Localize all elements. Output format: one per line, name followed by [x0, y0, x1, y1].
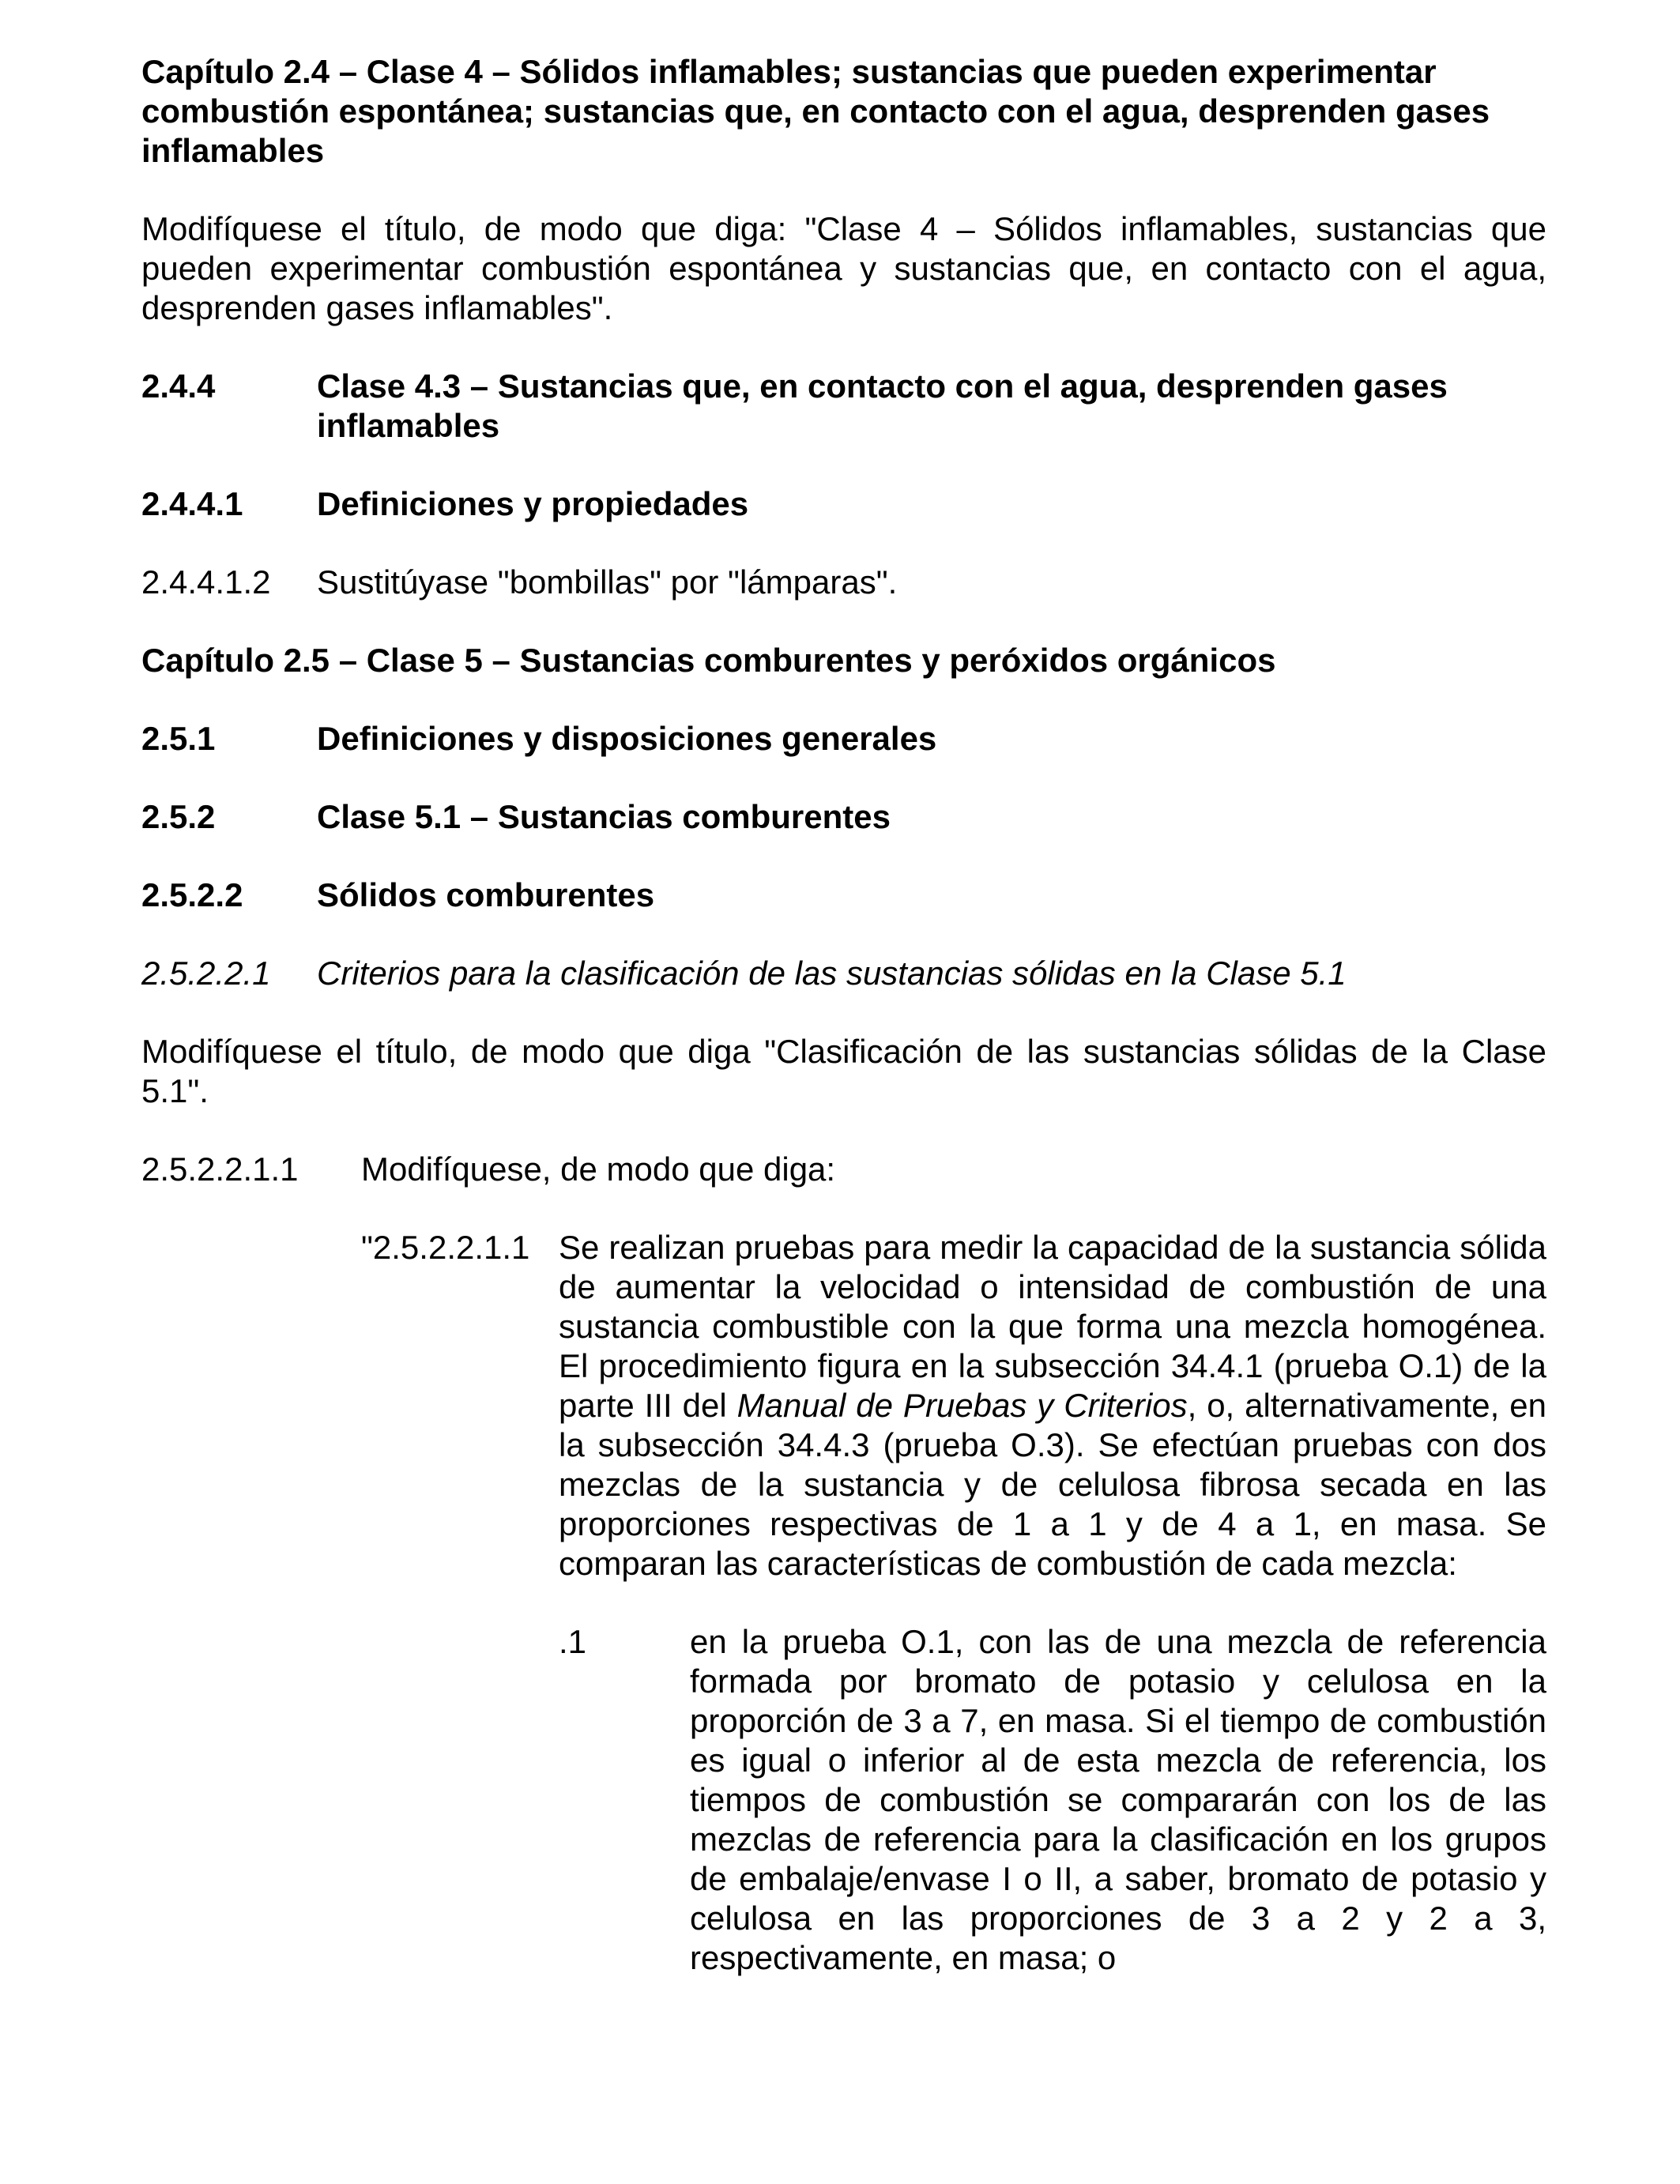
section-2-5-2-2-1-1 [141, 1150, 1546, 1189]
chapter-2-5-heading: Capítulo 2.5 – Clase 5 – Sustancias comburentes y peróxidos orgánicos [141, 642, 1276, 679]
section-number: 2.5.2.2.1.1 [141, 1150, 299, 1188]
section-title: Criterios para la clasificación de las sustancias sólidas en la Clase 5.1 [317, 955, 1347, 992]
section-2-4-4-1-2 [141, 563, 1546, 602]
section-2-5-1 [141, 719, 1546, 759]
chapter-2-4-heading: Capítulo 2.4 – Clase 4 – Sólidos inflamables; sustancias que pueden experimentar combustión espontánea; sustancias que, en contacto con el agua, desprenden gases inflamables [141, 53, 1490, 169]
section-2-5-2-2-1-amendment: Modifíquese el título, de modo que diga "Clasificación de las sustancias sólidas de la Clase 5.1". [141, 1033, 1546, 1109]
quoted-text-after: , o, alternativamente, en la subsección 34.4.3 (prueba O.3). Se efectúan pruebas con dos mezclas de la sustancia y de celulosa fibrosa secada en las proporciones respectivas de 1 a 1 y de 4 a 1, en masa. Se comparan las características de combustión de cada mezcla: [559, 1387, 1546, 1582]
list-item-text: en la prueba O.1, con las de una mezcla de referencia formada por bromato de potasio y celulosa en la proporción de 3 a 7, en masa. Si el tiempo de combustión es igual o inferior al de esta mezcla de referencia, los tiempos de combustión se compararán con los de las mezclas de referencia para la clasificación en los grupos de embalaje/envase I o II, a saber, bromato de potasio y celulosa en las proporciones de 3 a 2 y 2 a 3, respectivamente, en masa; o [690, 1623, 1546, 1976]
section-number: 2.4.4.1 [141, 485, 243, 522]
section-number: 2.4.4 [141, 367, 216, 405]
section-number: 2.5.2.2 [141, 876, 243, 913]
quoted-paragraph [361, 1228, 1546, 1583]
section-2-5-2 [141, 797, 1546, 837]
document-page [141, 52, 1546, 1978]
section-2-5-2-2 [141, 875, 1546, 915]
section-text: Sustitúyase "bombillas" por "lámparas". [317, 563, 898, 601]
section-number: 2.4.4.1.2 [141, 563, 271, 601]
section-2-4-4-1 [141, 484, 1546, 524]
list-item-number: .1 [559, 1623, 587, 1660]
quoted-text [559, 1228, 1546, 1583]
quoted-text-before: Se realizan pruebas para medir la capacidad de la sustancia sólida de aumentar la velocidad o intensidad de combustión de una sustancia combustible con la que forma una mezcla homogénea. El procedimiento figura en la subsección 34.4.1 (prueba O.1) de la parte III del [559, 1229, 1546, 1424]
section-number: 2.5.2.2.1 [141, 955, 271, 992]
chapter-2-4-amendment: Modifíquese el título, de modo que diga: "Clase 4 – Sólidos inflamables, sustancias que pueden experimentar combustión espontánea y sustancias que, en contacto con el agua, desprenden gases inflamables". [141, 210, 1546, 326]
section-title: Definiciones y propiedades [317, 485, 749, 522]
section-2-4-4 [141, 367, 1546, 446]
quoted-number: "2.5.2.2.1.1 [361, 1229, 530, 1266]
section-text: Modifíquese, de modo que diga: [361, 1150, 836, 1188]
section-title: Clase 5.1 – Sustancias comburentes [317, 798, 891, 835]
section-number: 2.5.2 [141, 798, 216, 835]
section-title: Clase 4.3 – Sustancias que, en contacto con el agua, desprenden gases inflamables [317, 367, 1448, 444]
list-item [559, 1622, 1546, 1978]
section-title: Sólidos comburentes [317, 876, 655, 913]
manual-title: Manual de Pruebas y Criterios [736, 1387, 1188, 1424]
section-2-5-2-2-1 [141, 954, 1546, 993]
section-title: Definiciones y disposiciones generales [317, 720, 937, 757]
section-number: 2.5.1 [141, 720, 216, 757]
